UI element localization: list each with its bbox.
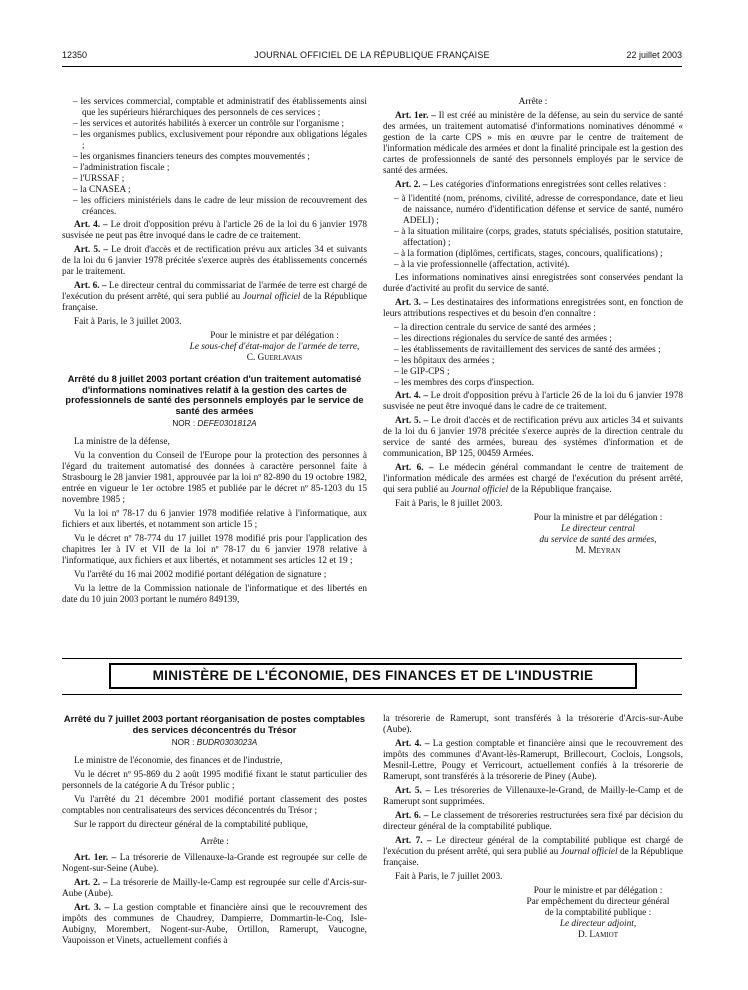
arrete-title: Arrêté du 7 juillet 2003 portant réorganisation de postes comptables des services déconcentrés du Trésor: [63, 714, 366, 735]
journal-title: JOURNAL OFFICIEL DE LA RÉPUBLIQUE FRANÇAISE: [254, 50, 490, 60]
visa: Vu la lettre de la Commission nationale de l'informatique et des libertés en date du 10 juin 2003 portant le numéro 849139,: [62, 584, 367, 605]
signature-empechement: Par empêchement du directeur général: [526, 897, 670, 907]
article-2: Art. 2. – Les catégories d'informations enregistrées sont celles relatives :: [395, 180, 667, 190]
list-item: – à la situation militaire (corps, grades, statuts spécialisés, position statutaire, affectation) ;: [383, 227, 683, 249]
page-header: [62, 50, 682, 64]
article-7: Art. 7. – Le directeur général de la comptabilité publique est chargé de l'exécution du présent arrêté, qui sera publié au Journal officiel de la République française.: [383, 836, 684, 868]
visa: Vu le décret nº 95-869 du 2 août 1995 modifié fixant le statut particulier des personnels de la catégorie A du Trésor public ;: [62, 770, 367, 791]
article-4: Art. 4. – La gestion comptable et financière ainsi que le recouvrement des impôts des communes d'Avant-lès-Ramerupt, Brillecourt, Coclois, Longsols, Mesnil-Lettre, Pougy et Verricourt, actuellement confiés à la trésorerie de Ramerupt, sont transférés à la trésorerie de Piney (Aube).: [383, 739, 684, 782]
list-item: – les établissements de ravitaillement des services de santé des armées ;: [383, 345, 683, 356]
article-label: Art. 3. –: [74, 903, 110, 913]
column-bottom-right: [383, 714, 683, 941]
column-top-right: [383, 97, 683, 557]
article-6: Art. 6. – Le classement de trésoreries restructurées sera fixé par décision du directeur général de la comptabilité publique.: [383, 811, 684, 832]
visa: Vu l'arrêté du 16 mai 2002 modifié portant délégation de signature ;: [74, 570, 327, 580]
visa: Sur le rapport du directeur général de la comptabilité publique,: [74, 820, 308, 830]
article-6: Art. 6. – Le directeur central du commissariat de l'armée de terre est chargé de l'exécution du présent arrêté, qui sera publié au Journal officiel de la République française.: [62, 281, 367, 313]
signature-pour: Pour la ministre et par délégation :: [533, 513, 663, 523]
signature-empechement: de la comptabilité publique :: [544, 908, 652, 918]
list-item: – les organismes publics, exclusivement pour répondre aux obligations légales ;: [62, 130, 367, 152]
information-categories-list: [383, 194, 683, 271]
recipients-list-continued: [62, 97, 367, 218]
signature-role: Le sous-chef d'état-major de l'armée de terre,: [189, 342, 360, 352]
article-label: Art. 5. –: [395, 786, 431, 796]
page-number: 12350: [62, 50, 88, 60]
banner-rule-top: [62, 658, 682, 659]
fait-a-paris: Fait à Paris, le 3 juillet 2003.: [74, 317, 182, 327]
article-label: Art. 4. –: [395, 391, 429, 401]
paragraph-continued: la trésorerie de Ramerupt, sont transférés à la trésorerie d'Arcis-sur-Aube (Aube).: [383, 714, 683, 735]
signature-role: du service de santé des armées,: [539, 535, 657, 545]
column-top-left: [62, 97, 367, 609]
article-label: Art. 1er. –: [395, 111, 436, 121]
article-label: Art. 2. –: [395, 180, 428, 190]
list-item: – les directions régionales du service de santé des armées ;: [383, 334, 683, 345]
article-3: Art. 3. – Les destinataires des informations enregistrées sont, en fonction de leurs attributions respectives et du besoin d'en connaître :: [383, 298, 683, 319]
nor-reference: NOR : BUDR0303023A: [171, 738, 258, 747]
list-item: – le GIP-CPS ;: [383, 367, 683, 378]
column-bottom-left: [62, 714, 367, 950]
article-label: Art. 3. –: [395, 298, 429, 308]
article-label: Art. 5. –: [395, 416, 429, 426]
article-label: Art. 5. –: [74, 245, 109, 255]
list-item: – l'URSSAF ;: [62, 174, 367, 185]
visa: Vu la loi nº 78-17 du 6 janvier 1978 modifiée relative à l'informatique, aux fichiers et aux libertés, et notamment son article 15 ;: [62, 509, 367, 530]
visa: Vu le décret nº 78-774 du 17 juillet 1978 modifié pris pour l'application des chapitres Ier à IV et VII de la loi nº 78-17 du 6 janvier 1978 relative à l'informatique, aux fichiers et aux libertés, et notamment ses articles 12 et 19 ;: [62, 534, 367, 566]
article-2: Art. 2. – La trésorerie de Mailly-le-Camp est regroupée sur celle d'Arcis-sur-Aube (Aube).: [62, 878, 367, 899]
article-label: Art. 1er. –: [74, 853, 117, 863]
article-5: Art. 5. – Les trésoreries de Villenauxe-le-Grand, de Mailly-le-Camp et de Ramerupt sont supprimées.: [383, 786, 683, 807]
article-5: Art. 5. – Le droit d'accès et de rectification prévu aux articles 34 et suivants de la loi du 6 janvier 1978 précitée s'exerce auprès des établissements concernés par le traitement.: [62, 245, 367, 277]
article-label: Art. 4. –: [395, 739, 430, 749]
article-3: Art. 3. – La gestion comptable et financière ainsi que le recouvrement des impôts des communes de Chaudrey, Dampierre, Dommartin-le-Coq, Isle-Aubigny, Morembert, Nogent-sur-Aube, Ortillon, Ramerupt, Vaucogne, Vaupoisson et Vinets, actuellement confiés à: [62, 903, 367, 946]
fait-a-paris: Fait à Paris, le 8 juillet 2003.: [395, 499, 503, 509]
list-item: – la CNASEA ;: [62, 185, 367, 196]
recipients-list: [383, 323, 683, 389]
arrete-heading: Arrête :: [518, 97, 548, 107]
article-label: Art. 6. –: [395, 811, 429, 821]
ministry-banner: MINISTÈRE DE L'ÉCONOMIE, DES FINANCES ET DE L'INDUSTRIE: [109, 663, 637, 689]
article-1: Art. 1er. – La trésorerie de Villenauxe-la-Grande est regroupée sur celle de Nogent-sur-Seine (Aube).: [62, 853, 368, 874]
visa: Le ministre de l'économie, des finances et de l'industrie,: [74, 756, 283, 766]
article-1: Art. 1er. – Il est créé au ministère de la défense, au sein du service de santé des armées, un traitement automatisé d'informations nominatives dénommé « gestion de la carte CPS » mis en œuvre par le centre de traitement de l'information médicale des armées et dont la finalité principale est la gestion des cartes de professionnels de santé des personnels employés par le service de santé des armées.: [383, 111, 683, 176]
signature-pour: Pour le ministre et par délégation :: [533, 886, 663, 896]
arrete-heading: Arrête :: [200, 837, 229, 847]
list-item: – les organismes financiers teneurs des comptes mouvementés ;: [62, 152, 367, 163]
signature-name: D. Lamiot: [578, 930, 618, 940]
list-item: – les services commercial, comptable et administratif des établissements ainsi que les supérieurs hiérarchiques des personnels de ces services ;: [62, 97, 367, 119]
list-item: – les hôpitaux des armées ;: [383, 356, 683, 367]
list-item: – les membres des corps d'inspection.: [383, 378, 683, 389]
article-4: Art. 4. – Le droit d'opposition prévu à l'article 26 de la loi du 6 janvier 1978 susvisée ne peut être invoqué dans le cadre de ce traitement.: [383, 391, 683, 412]
list-item: – la direction centrale du service de santé des armées ;: [383, 323, 683, 334]
fait-a-paris: Fait à Paris, le 7 juillet 2003.: [395, 872, 503, 882]
nor-reference: NOR : DEFE0301812A: [172, 419, 257, 428]
article-label: Art. 6. –: [395, 463, 434, 473]
arrete-title: Arrêté du 8 juillet 2003 portant création d'un traitement automatisé d'informations nominatives relatif à la gestion des cartes de professionnels de santé des personnels employés par le service de santé des armées: [65, 374, 364, 416]
article-6: Art. 6. – Le médecin général commandant le centre de traitement de l'information médicale des armées est chargé de l'exécution du présent arrêté, qui sera publié au Journal officiel de la République française.: [383, 463, 683, 495]
visa: Vu la convention du Conseil de l'Europe pour la protection des personnes à l'égard du traitement automatisé des données à caractère personnel faite à Strasbourg le 28 janvier 1981, approuvée par la loi nº 82-890 du 19 octobre 1982, entrée en vigueur le 1er octobre 1985 et publiée par le décret nº 85-1203 du 15 novembre 1985 ;: [62, 451, 367, 505]
list-item: – l'administration fiscale ;: [62, 163, 367, 174]
visa: La ministre de la défense,: [74, 437, 170, 447]
header-rule: [62, 66, 682, 67]
signature-role: Le directeur adjoint,: [559, 919, 637, 929]
signature-name: C. Guerlavais: [246, 353, 303, 363]
signature-pour: Pour le ministre et par délégation :: [210, 331, 339, 341]
list-item: – à l'identité (nom, prénoms, civilité, adresse de correspondance, date et lieu de naissance, numéro d'identification défense et service de santé, numéro ADELI) ;: [383, 194, 683, 227]
list-item: – les services et autorités habilités à exercer un contrôle sur l'organisme ;: [62, 119, 367, 130]
list-item: – à la vie professionnelle (affectation, activité).: [383, 260, 683, 271]
article-label: Art. 4. –: [74, 220, 108, 230]
issue-date: 22 juillet 2003: [626, 50, 682, 60]
article-label: Art. 6. –: [74, 281, 107, 291]
list-item: – les officiers ministériels dans le cadre de leur mission de recouvrement des créances.: [62, 196, 367, 218]
signature-role: Le directeur central: [560, 524, 635, 534]
list-item: – à la formation (diplômes, certificats, stages, concours, qualifications) ;: [383, 249, 683, 260]
banner-rule-bottom: [62, 694, 682, 695]
article-5: Art. 5. – Le droit d'accès et de rectification prévu aux articles 34 et suivants de la loi du 6 janvier 1978 précitée s'exerce auprès de la direction centrale du service de santé des armées, bureau des systèmes d'information et de communication, BP 125, 00459 Armées.: [383, 416, 683, 459]
visa: Vu l'arrêté du 21 décembre 2001 modifié portant classement des postes comptables non centralisateurs des services déconcentrés du Trésor ;: [62, 795, 367, 816]
paragraph: Les informations nominatives ainsi enregistrées sont conservées pendant la durée d'activité au profit du service de santé.: [383, 273, 683, 294]
signature-name: M. Meyran: [575, 546, 621, 556]
article-label: Art. 7. –: [395, 836, 432, 846]
article-label: Art. 2. –: [74, 878, 108, 888]
article-4: Art. 4. – Le droit d'opposition prévu à l'article 26 de la loi du 6 janvier 1978 susvisée ne peut pas être invoqué dans le cadre de ce traitement.: [62, 220, 367, 241]
